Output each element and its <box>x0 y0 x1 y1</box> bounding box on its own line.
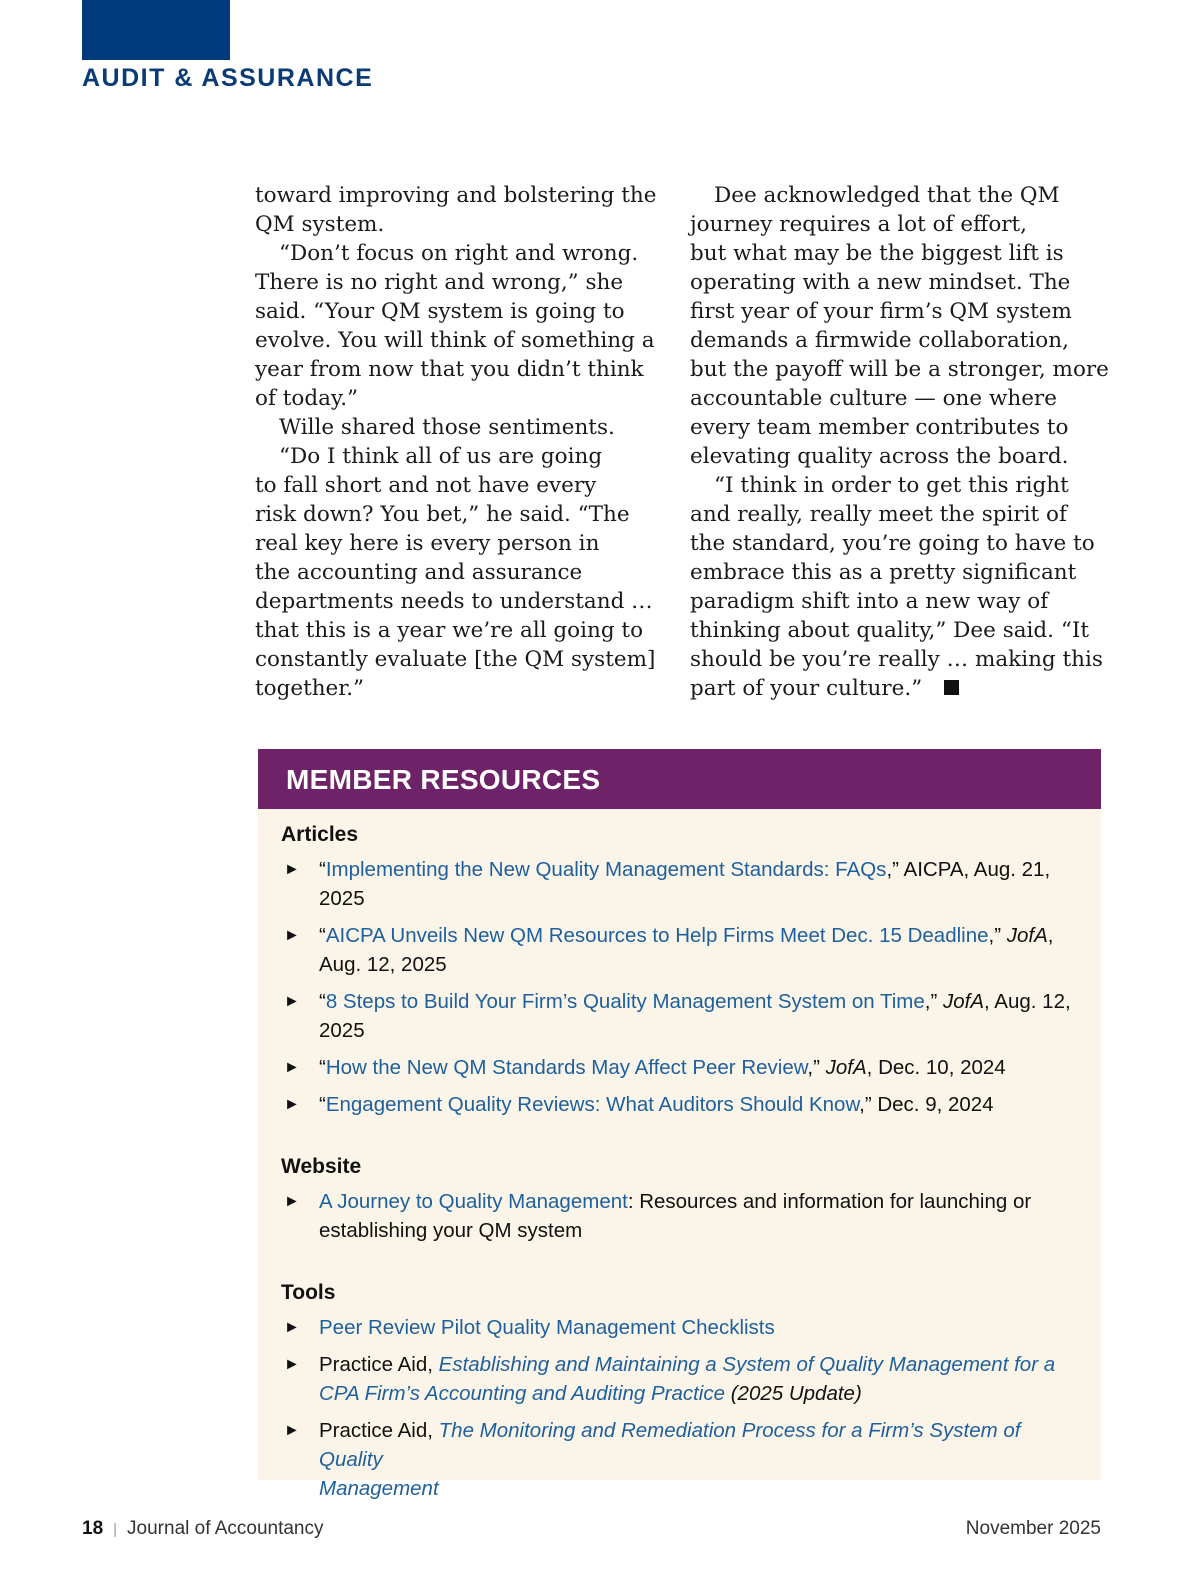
body-text-line: but what may be the biggest lift is <box>690 241 1064 266</box>
resource-text: “ <box>319 1093 326 1116</box>
resource-text: establishing your QM system <box>319 1219 583 1242</box>
resource-item <box>281 855 1079 913</box>
triangle-bullet-icon: ► <box>284 1059 300 1076</box>
body-text-line: the accounting and assurance <box>255 560 583 585</box>
body-text-line: evolve. You will think of something a <box>255 328 655 353</box>
section-label: AUDIT & ASSURANCE <box>82 64 374 92</box>
resource-list <box>281 855 1079 1119</box>
group-spacer <box>281 1127 1079 1153</box>
end-of-article-mark <box>944 680 959 695</box>
body-text-line: of today.” <box>255 386 359 411</box>
resource-item-line <box>319 1090 1079 1119</box>
resource-item-line <box>319 1379 1079 1408</box>
body-text-line: elevating quality across the board. <box>690 444 1069 469</box>
triangle-bullet-icon: ► <box>284 1422 300 1439</box>
resource-text: ,” <box>924 990 944 1013</box>
body-text-line: journey requires a lot of effort, <box>690 212 1028 237</box>
resource-text: “ <box>319 924 326 947</box>
resource-link[interactable]: CPA Firm’s Accounting and Auditing Practice <box>319 1382 726 1405</box>
member-resources-title: MEMBER RESOURCES <box>258 749 1101 809</box>
resource-text: Practice Aid, <box>319 1419 439 1442</box>
body-text-line: “Don’t focus on right and wrong. <box>279 241 639 266</box>
publication-name: Journal of Accountancy <box>127 1518 324 1539</box>
body-text-line: should be you’re really … making this <box>690 647 1103 672</box>
resource-text: , <box>1047 924 1054 947</box>
resource-link[interactable]: Establishing and Maintaining a System of Quality Management for a <box>438 1353 1056 1376</box>
resource-text: (2025 Update) <box>725 1382 862 1405</box>
body-text-line: said. “Your QM system is going to <box>255 299 625 324</box>
group-spacer <box>281 1253 1079 1279</box>
resource-text: 2025 <box>319 887 365 910</box>
resource-text: Aug. 12, 2025 <box>319 953 447 976</box>
resource-item <box>281 1090 1079 1119</box>
body-text-line: and really, really meet the spirit of <box>690 502 1067 527</box>
triangle-bullet-icon: ► <box>284 1096 300 1113</box>
triangle-bullet-icon: ► <box>284 1193 300 1210</box>
resource-item-line <box>319 1474 1079 1503</box>
article-column-right <box>690 181 1120 703</box>
resource-item <box>281 987 1079 1045</box>
body-text-line: risk down? You bet,” he said. “The <box>255 502 630 527</box>
resource-text: JofA <box>943 990 985 1013</box>
resource-item-line <box>319 921 1079 950</box>
body-text-line: toward improving and bolstering the <box>255 183 657 208</box>
body-text-line: QM system. <box>255 212 385 237</box>
resource-item-line <box>319 855 1079 884</box>
triangle-bullet-icon: ► <box>284 1356 300 1373</box>
resource-list <box>281 1187 1079 1245</box>
member-resources-body <box>258 809 1101 1503</box>
body-text-line: together.” <box>255 676 365 701</box>
resource-text: ,” Dec. 9, 2024 <box>859 1093 994 1116</box>
footer-separator: | <box>113 1521 118 1538</box>
resource-text: ,” AICPA, Aug. 21, <box>886 858 1051 881</box>
resource-text: Practice Aid, <box>319 1353 439 1376</box>
body-text-line: accountable culture — one where <box>690 386 1057 411</box>
article-column-left <box>255 181 675 703</box>
resource-item-line <box>319 1416 1079 1474</box>
resource-link[interactable]: The Monitoring and Remediation Process for a Firm’s System of Quality <box>319 1419 1021 1471</box>
resource-text: “ <box>319 990 326 1013</box>
resource-text: “ <box>319 1056 326 1079</box>
body-text-line: real key here is every person in <box>255 531 600 556</box>
body-text-line: embrace this as a pretty significant <box>690 560 1077 585</box>
resource-text: , Aug. 12, <box>984 990 1071 1013</box>
resource-item <box>281 1187 1079 1245</box>
resource-link[interactable]: AICPA Unveils New QM Resources to Help Firms Meet Dec. 15 Deadline <box>325 924 989 947</box>
resource-text: , Dec. 10, 2024 <box>866 1056 1006 1079</box>
body-text-line: Dee acknowledged that the QM <box>714 183 1060 208</box>
resource-text: : Resources and information for launching or <box>627 1190 1032 1213</box>
body-text-line: operating with a new mindset. The <box>690 270 1071 295</box>
body-text-line: departments needs to understand … <box>255 589 653 614</box>
resource-item-line <box>319 1313 1079 1342</box>
resource-text: ,” <box>807 1056 826 1079</box>
resource-link[interactable]: Management <box>319 1477 439 1500</box>
resource-item <box>281 1053 1079 1082</box>
resource-item <box>281 1350 1079 1408</box>
body-text-line: but the payoff will be a stronger, more <box>690 357 1109 382</box>
body-text-line: There is no right and wrong,” she <box>255 270 624 295</box>
body-text-line: to fall short and not have every <box>255 473 597 498</box>
resource-link[interactable]: A Journey to Quality Management <box>319 1190 628 1213</box>
body-text-line: thinking about quality,” Dee said. “It <box>690 618 1089 643</box>
resource-item-line <box>319 1216 1079 1245</box>
triangle-bullet-icon: ► <box>284 1319 300 1336</box>
resource-text: “ <box>319 858 326 881</box>
resource-text: JofA <box>825 1056 867 1079</box>
resource-item <box>281 1313 1079 1342</box>
resource-item-line <box>319 884 1079 913</box>
resource-text: JofA <box>1006 924 1048 947</box>
resource-link[interactable]: 8 Steps to Build Your Firm’s Quality Management System on Time <box>325 990 925 1013</box>
triangle-bullet-icon: ► <box>284 993 300 1010</box>
resource-link[interactable]: How the New QM Standards May Affect Peer Review <box>325 1056 808 1079</box>
resource-group-heading: Tools <box>281 1281 336 1304</box>
resource-item-line <box>319 1187 1079 1216</box>
issue-date: November 2025 <box>965 1518 1101 1539</box>
body-text-line: every team member contributes to <box>690 415 1069 440</box>
body-text-line: demands a firmwide collaboration, <box>690 328 1069 353</box>
member-resources-box <box>258 749 1101 1500</box>
resource-item-line <box>319 1016 1079 1045</box>
page-footer <box>82 1518 1101 1540</box>
resource-link[interactable]: Peer Review Pilot Quality Management Checklists <box>319 1316 775 1339</box>
resource-item-line <box>319 950 1079 979</box>
page-number: 18 <box>82 1518 104 1539</box>
resource-list <box>281 1313 1079 1503</box>
resource-item-line <box>319 987 1079 1016</box>
body-text-line: first year of your firm’s QM system <box>690 299 1072 324</box>
resource-group-heading: Articles <box>281 823 359 846</box>
header-color-bar <box>82 0 230 60</box>
body-text-line: constantly evaluate [the QM system] <box>255 647 656 672</box>
resource-item <box>281 1416 1079 1503</box>
triangle-bullet-icon: ► <box>284 861 300 878</box>
body-text-line: year from now that you didn’t think <box>255 357 644 382</box>
body-text-line: the standard, you’re going to have to <box>690 531 1095 556</box>
body-text-line: Wille shared those sentiments. <box>279 415 615 440</box>
body-text-line: paradigm shift into a new way of <box>690 589 1049 614</box>
resource-item-line <box>319 1350 1079 1379</box>
triangle-bullet-icon: ► <box>284 927 300 944</box>
body-text-line: “Do I think all of us are going <box>279 444 603 469</box>
resource-link[interactable]: Implementing the New Quality Management Standards: FAQs <box>325 858 887 881</box>
body-text-line: part of your culture.” <box>690 674 1120 703</box>
resource-item-line <box>319 1053 1079 1082</box>
resource-group-heading: Website <box>281 1155 362 1178</box>
resource-text: ,” <box>988 924 1007 947</box>
body-text-line: “I think in order to get this right <box>714 473 1069 498</box>
resource-item <box>281 921 1079 979</box>
resource-text: 2025 <box>319 1019 365 1042</box>
body-text-line: that this is a year we’re all going to <box>255 618 644 643</box>
resource-link[interactable]: Engagement Quality Reviews: What Auditors Should Know <box>325 1093 860 1116</box>
